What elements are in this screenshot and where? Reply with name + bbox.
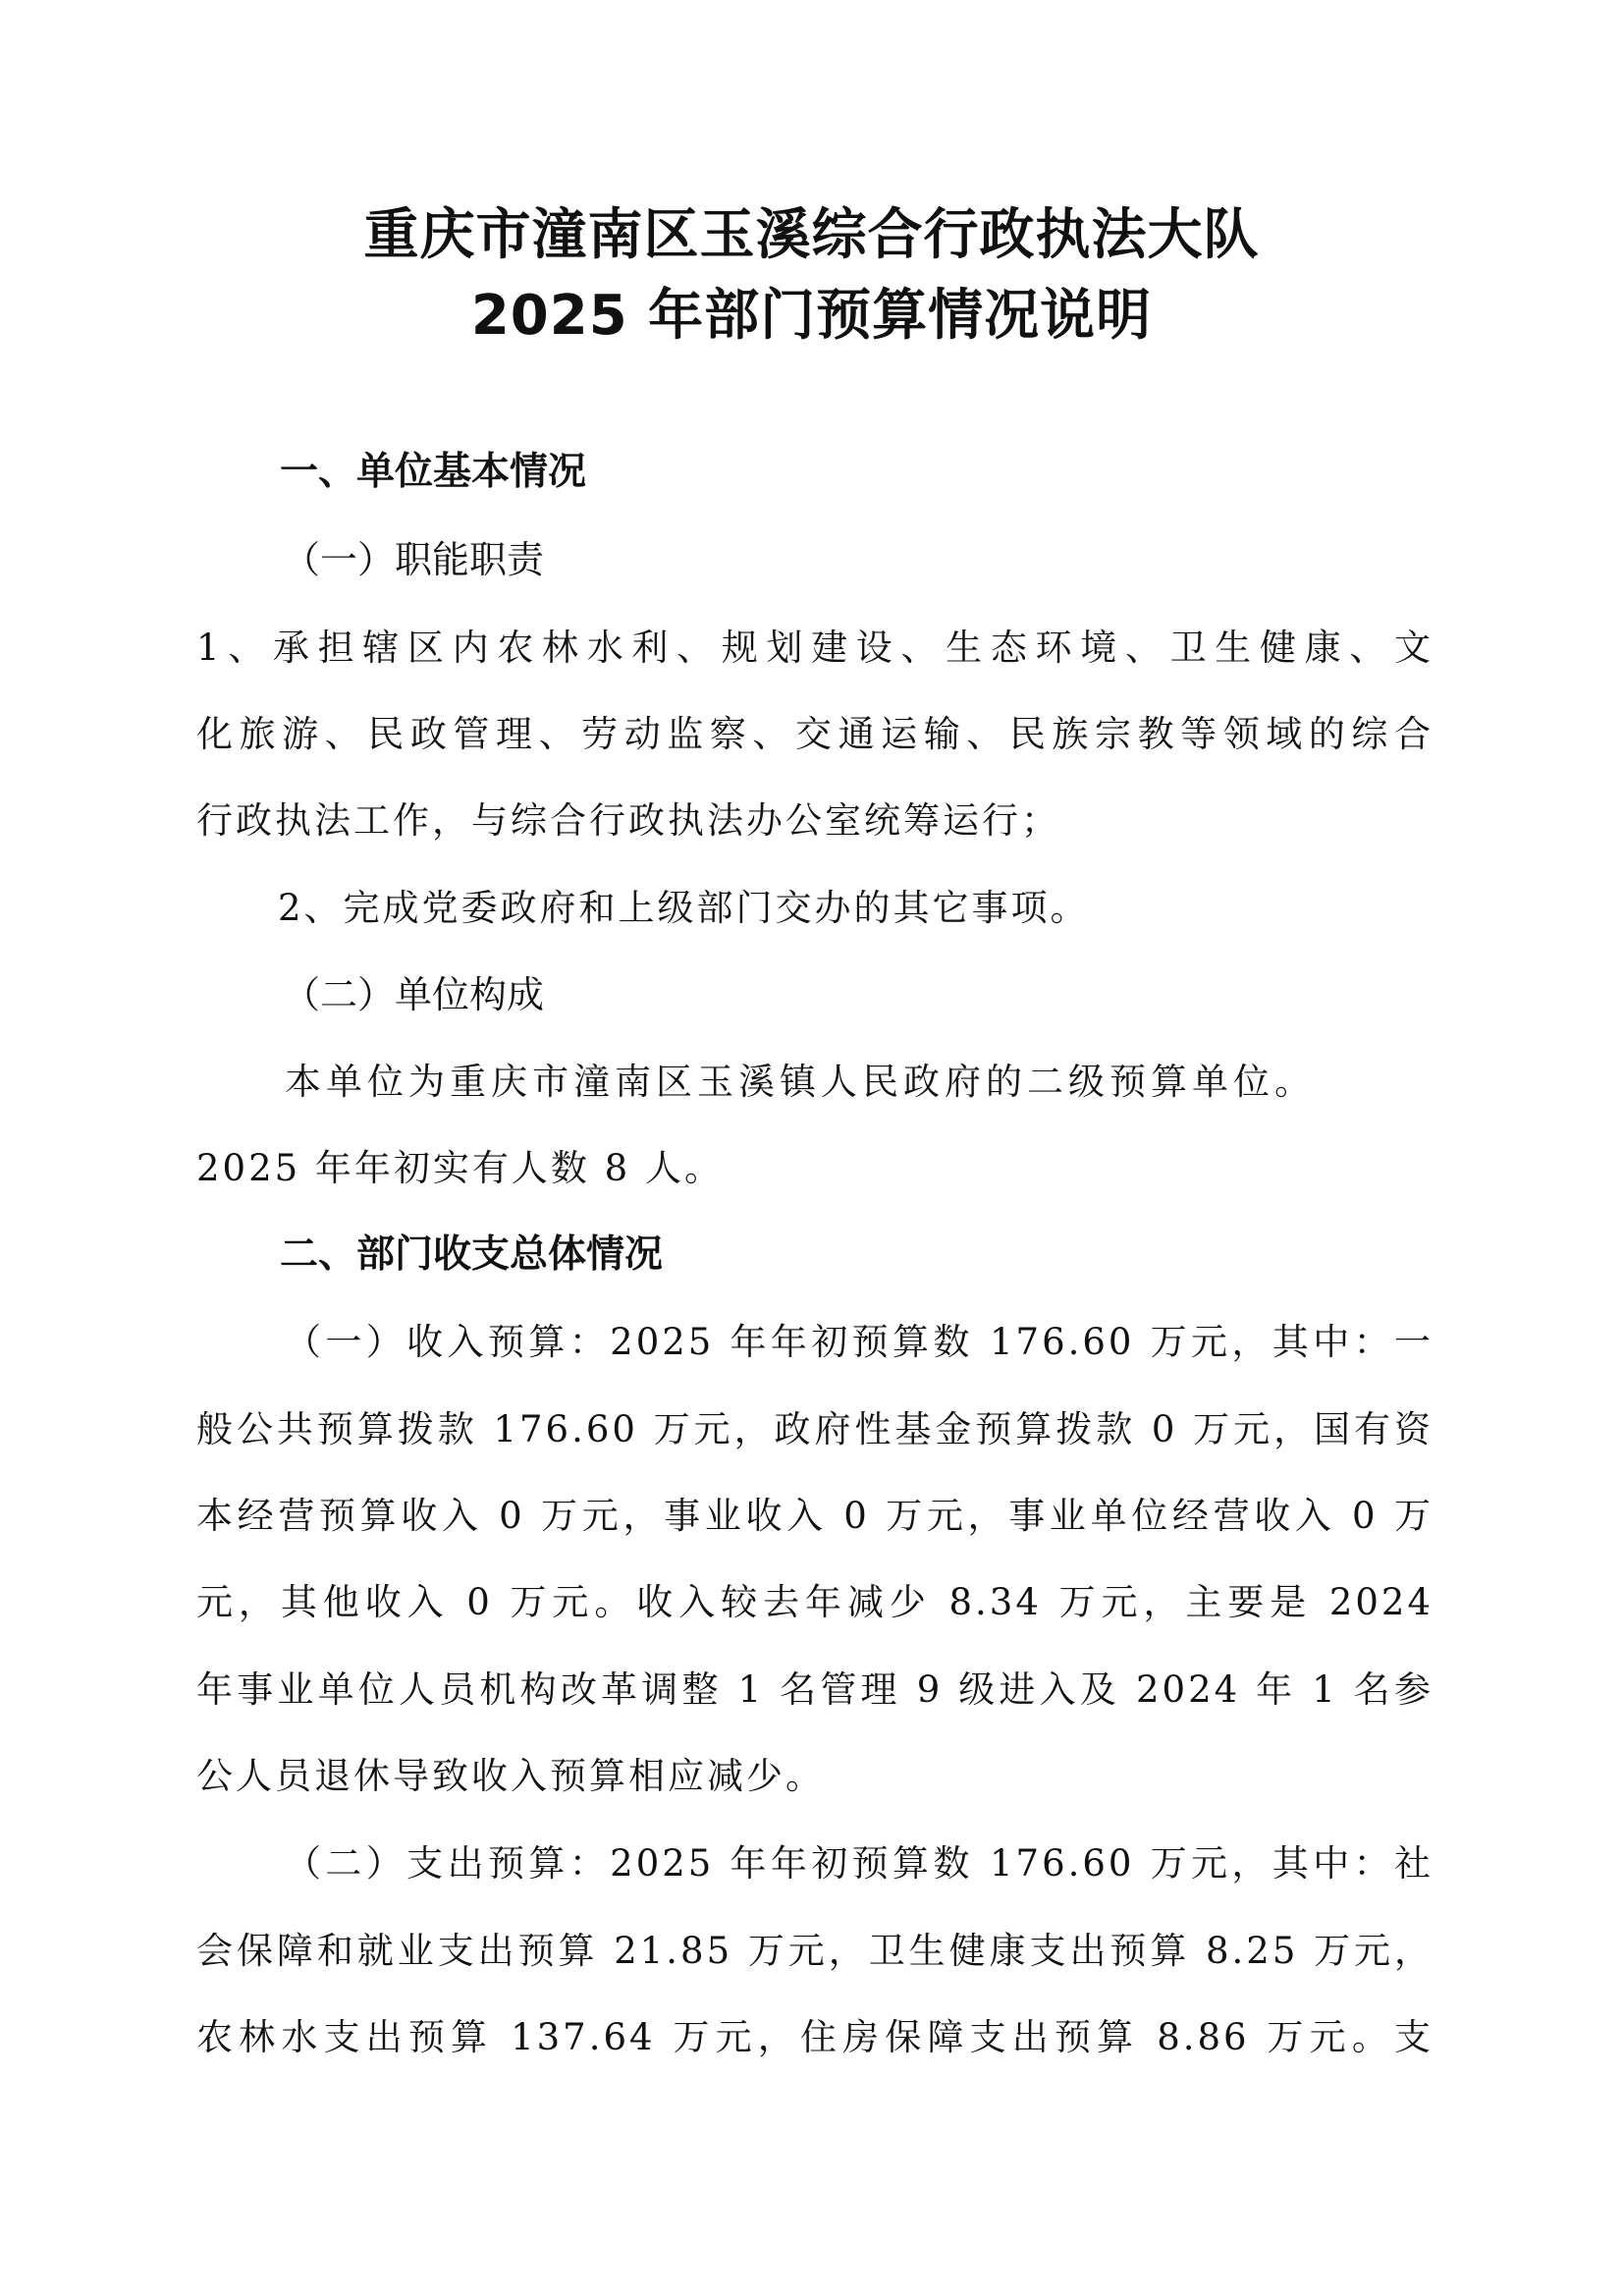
paragraph-line: 化旅游、民政管理、劳动监察、交通运输、民族宗教等领域的综合 [196, 713, 1434, 755]
paragraph-line: 公人员退休导致收入预算相应减少。 [196, 1755, 825, 1797]
paragraph-line: 1、承担辖区内农林水利、规划建设、生态环境、卫生健康、文 [196, 627, 1434, 669]
paragraph-line: 农林水支出预算 137.64 万元，住房保障支出预算 8.86 万元。支 [196, 2016, 1434, 2058]
paragraph-line: 本经营预算收入 0 万元，事业收入 0 万元，事业单位经营收入 0 万 [196, 1495, 1434, 1537]
paragraph-line: 本单位为重庆市潼南区玉溪镇人民政府的二级预算单位。 [285, 1061, 1316, 1103]
section-heading-revenue-expenditure: 二、部门收支总体情况 [280, 1232, 664, 1277]
section-heading-basic-info: 一、单位基本情况 [280, 450, 587, 494]
paragraph-line: 般公共预算拨款 176.60 万元，政府性基金预算拨款 0 万元，国有资 [196, 1408, 1434, 1450]
subsection-heading-composition: （二）单位构成 [283, 973, 545, 1016]
paragraph-line: 行政执法工作，与综合行政执法办公室统筹运行； [196, 799, 1060, 842]
paragraph-line: （一）收入预算：2025 年年初预算数 176.60 万元，其中：一 [285, 1321, 1434, 1363]
paragraph-line: 元，其他收入 0 万元。收入较去年减少 8.34 万元，主要是 2024 [196, 1581, 1434, 1623]
paragraph-line: 年事业单位人员机构改革调整 1 名管理 9 级进入及 2024 年 1 名参 [196, 1668, 1434, 1711]
paragraph-line: （二）支出预算：2025 年年初预算数 176.60 万元，其中：社 [285, 1842, 1434, 1885]
document-title-line-2: 2025 年部门预算情况说明 [470, 284, 1153, 348]
subsection-heading-duties: （一）职能职责 [283, 538, 545, 581]
document-title-line-1: 重庆市潼南区玉溪综合行政执法大队 [363, 203, 1260, 267]
paragraph-line: 2、完成党委政府和上级部门交办的其它事项。 [278, 887, 1090, 929]
paragraph-line: 会保障和就业支出预算 21.85 万元，卫生健康支出预算 8.25 万元， [196, 1930, 1434, 1972]
paragraph-line: 2025 年年初实有人数 8 人。 [196, 1147, 724, 1189]
